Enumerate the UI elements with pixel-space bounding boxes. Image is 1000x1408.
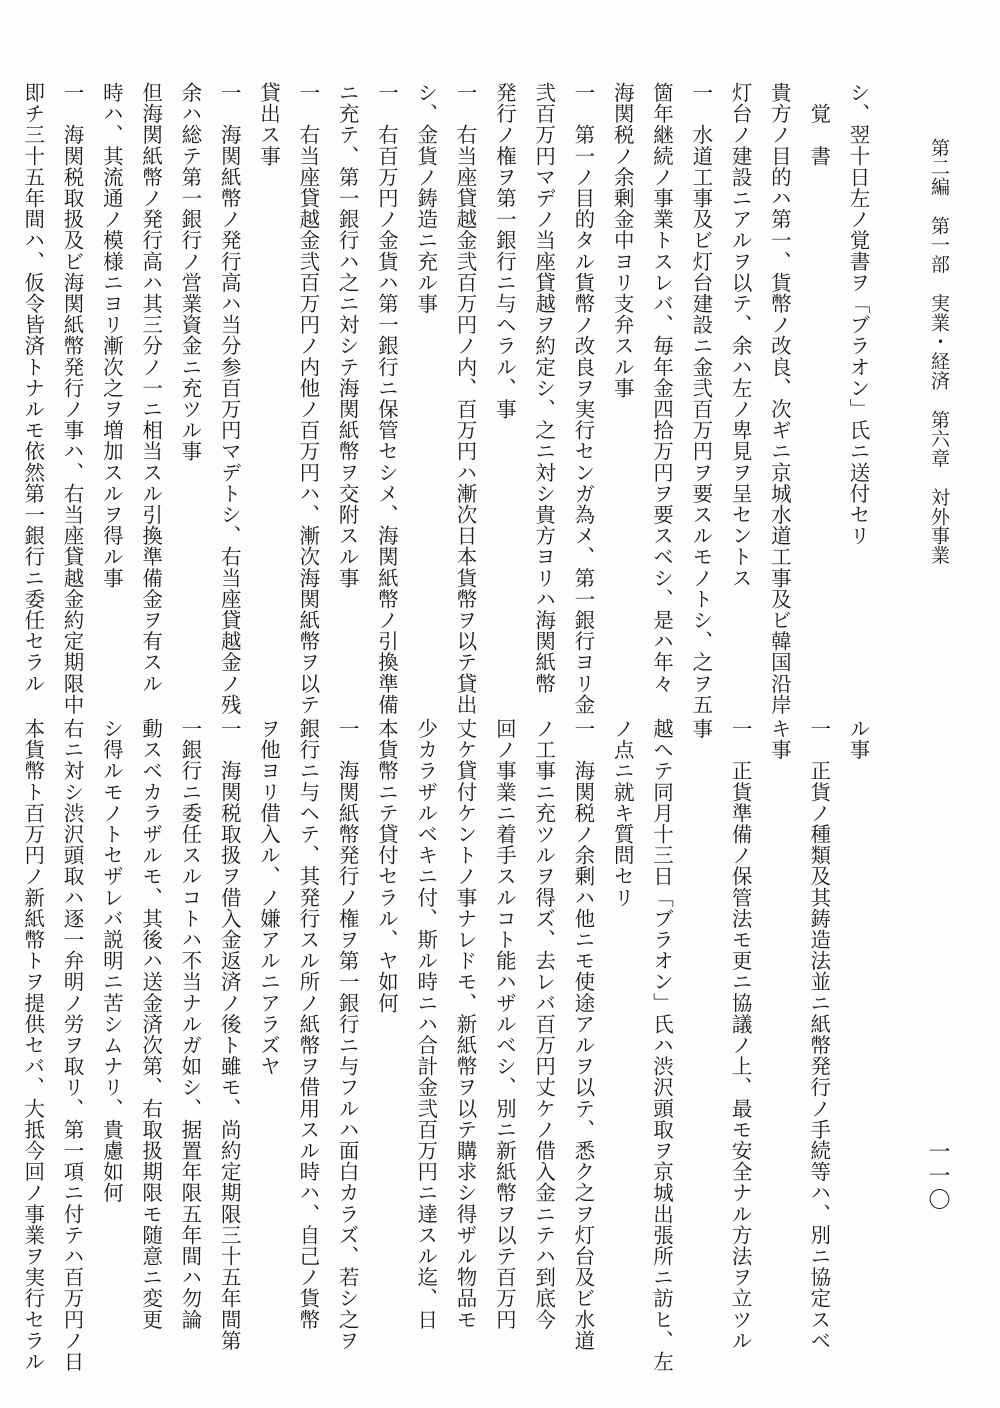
lower-text-column: 一 正貨準備ノ保管法モ更ニ協議ノ上、最モ安全ナル方法ヲ立ツル (728, 718, 753, 1351)
lower-text-column: ノ工事ニ充ツルヲ得ズ、去レバ百万円丈ケノ借入金ニテハ到底今 (531, 718, 556, 1330)
upper-text-column: 箇年継続ノ事業トスレバ、毎年金四拾万円ヲ要スベシ、是ハ年々 (649, 82, 674, 694)
lower-text-column: 越ヘテ同月十三日「ブラオン」氏ハ渋沢頭取ヲ京城出張所ニ訪ヒ、左 (649, 718, 674, 1373)
lower-text-column: 一 海関税取扱ヲ借入金返済ノ後ト雖モ、尚約定期限三十五年間第 (217, 718, 242, 1351)
upper-text-column: 一 右百万円ノ金貨ハ第一銀行ニ保管セシメ、海関紙幣ノ引換準備 (374, 82, 399, 715)
upper-text-column: 海関税ノ余剰金中ヨリ支弁スル事 (610, 82, 635, 399)
lower-text-column: 一 海関紙幣発行ノ権ヲ第一銀行ニ与フルハ面白カラズ、若シ之ヲ (335, 718, 360, 1351)
lower-text-column: 丈ケ貸付ケントノ事ナレドモ、新紙幣ヲ以テ購求シ得ザル物品モ (453, 718, 477, 1330)
upper-text-column: 貴方ノ目的ハ第一、貨幣ノ改良、次ギニ京城水道工事及ビ韓国沿岸 (767, 82, 792, 715)
lower-text-column: 少カラザルベキニ付、斯ル時ニハ合計金弐百万円ニ達スル迄、日 (413, 718, 438, 1330)
lower-text-column: ノ点ニ就キ質問セリ (610, 718, 635, 908)
upper-text-column: 但海関紙幣ノ発行高ハ其三分ノ一ニ相当スル引換準備金ヲ有スル (138, 82, 163, 694)
lower-text-column: 一 海関税ノ余剰ハ他ニモ使途アルヲ以テ、悉ク之ヲ灯台及ビ水道 (570, 718, 595, 1351)
lower-text-column: 本貨幣ニテ貸付セラル、ヤ如何 (374, 718, 399, 1014)
lower-text-column: キ事 (767, 718, 792, 761)
lower-text-column: 右ニ対シ渋沢頭取ハ逐一弁明ノ労ヲ取リ、第一項ニ付テハ百万円ノ日 (60, 718, 84, 1373)
upper-text-column: 一 水道工事及ビ灯台建設ニ金弐百万円ヲ要スルモノトシ、之ヲ五 (688, 82, 713, 715)
upper-text-column: 即チ三十五年間ハ、仮令皆済トナルモ依然第一銀行ニ委任セラル (20, 82, 45, 694)
lower-text-column: ル事 (846, 718, 870, 761)
lower-text-column: 銀行ニ与ヘテ、其発行スル所ノ紙幣ヲ借用スル時ハ、自己ノ貨幣 (295, 718, 320, 1330)
upper-text-column: シ、金貨ノ鋳造ニ充ル事 (413, 82, 438, 315)
upper-text-column: 貸出ス事 (256, 82, 281, 167)
upper-text-column: 一 海関紙幣ノ発行高ハ当分参百万円マデトシ、右当座貸越金ノ残 (217, 82, 242, 715)
running-header: 第二編 第一部 実業・経済 第六章 対外事業 (928, 138, 950, 565)
upper-text-column: 一 右当座貸越金弐百万円ノ内他ノ百万円ハ、漸次海関紙幣ヲ以テ (295, 82, 320, 715)
upper-text-column: 余ハ総テ第一銀行ノ営業資金ニ充ツル事 (177, 82, 202, 462)
upper-text-column: 発行ノ権ヲ第一銀行ニ与ヘラル、事 (492, 82, 517, 420)
upper-text-column: シ、翌十日左ノ覚書ヲ「ブラオン」氏ニ送付セリ (846, 82, 870, 547)
lower-text-column: 動スベカラザルモ、其後ハ送金済次第、右取扱期限モ随意ニ変更 (138, 718, 163, 1330)
upper-text-column: 一 第一ノ目的タル貨幣ノ改良ヲ実行センガ為メ、第一銀行ヨリ金 (570, 82, 595, 715)
upper-text-column: 一 海関税取扱及ビ海関紙幣発行ノ事ハ、右当座貸越金約定期限中 (60, 82, 84, 715)
lower-text-column: 事 (688, 718, 713, 740)
lower-text-column: 一 正貨ノ種類及其鋳造法並ニ紙幣発行ノ手続等ハ、別ニ協定スベ (806, 718, 831, 1351)
lower-text-column: ヲ他ヨリ借入ル、ノ嫌アルニアラズヤ (256, 718, 281, 1077)
upper-text-column: ニ充テ、第一銀行ハ之ニ対シテ海関紙幣ヲ交附スル事 (335, 82, 360, 589)
upper-text-column: 一 右当座貸越金弐百万円ノ内、百万円ハ漸次日本貨幣ヲ以テ貸出 (453, 82, 477, 715)
upper-text-column: 灯台ノ建設ニアルヲ以テ、余ハ左ノ卑見ヲ呈セントス (728, 82, 753, 589)
upper-text-column: 覚 書 (806, 82, 831, 167)
lower-text-column: 一銀行ニ委任スルコトハ不当ナルガ如シ、据置年限五年間ハ勿論 (177, 718, 202, 1330)
lower-text-column: シ得ルモノトセザレバ説明ニ苦シムナリ、貴慮如何 (99, 718, 124, 1204)
lower-text-column: 本貨幣ト百万円ノ新紙幣トヲ提供セバ、大抵今回ノ事業ヲ実行セラル (20, 718, 45, 1373)
lower-text-column: 回ノ事業ニ着手スルコト能ハザルベシ、別ニ新紙幣ヲ以テ百万円 (492, 718, 517, 1330)
upper-text-column: 時ハ、其流通ノ模様ニヨリ漸次之ヲ増加スルヲ得ル事 (99, 82, 124, 589)
page-number: 一一〇 (925, 1140, 950, 1212)
upper-text-column: 弐百万円マデノ当座貸越ヲ約定シ、之ニ対シ貴方ヨリハ海関紙幣 (531, 82, 556, 694)
